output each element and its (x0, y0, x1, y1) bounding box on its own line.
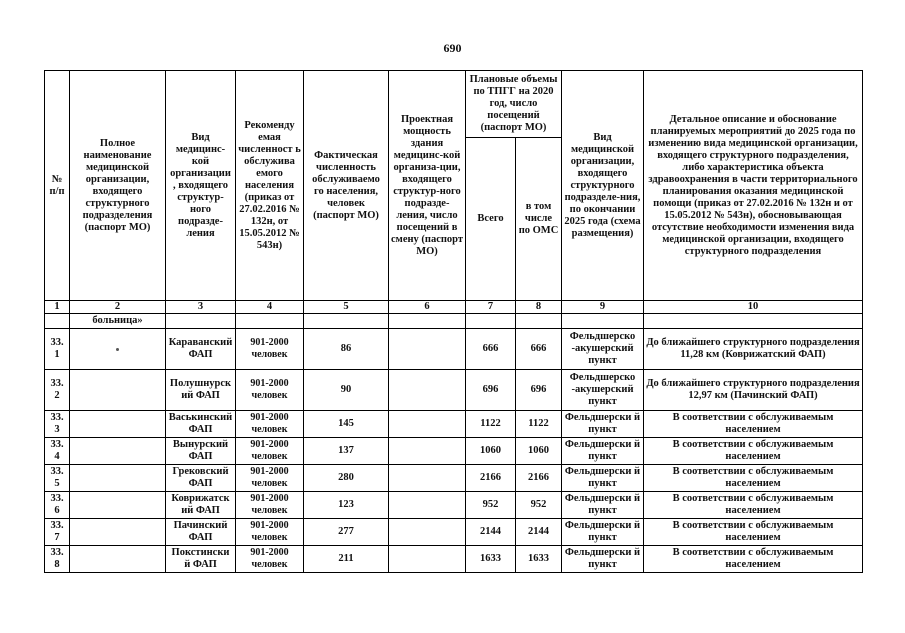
type-2025-cell: Фельдшерски й пункт (562, 546, 644, 573)
recommended-population-cell: 901-2000 человек (236, 329, 304, 370)
table-row (45, 411, 863, 438)
header-col-6: Проектная мощность здания медицинс-кой организа-ции, входящего структур-ного подразде-ления, число посещений в смену (паспорт МО) (389, 71, 466, 301)
org-type-cell: Караванский ФАП (166, 329, 236, 370)
org-name-cell (70, 411, 166, 438)
column-number: 5 (304, 301, 389, 314)
row-number: 33. 8 (45, 546, 70, 573)
actual-population-cell: 145 (304, 411, 389, 438)
table-row (45, 492, 863, 519)
type-2025-cell: Фельдшерски й пункт (562, 438, 644, 465)
row-number: 33. 2 (45, 370, 70, 411)
header-col-10: Детальное описание и обоснование планируемых мероприятий до 2025 года по изменению вида медицинской организации, входящего структурного подразделения, либо характеристика объекта здравоохранения в части территориального планирования оказания медицинской помощи (приказ от 27.02.2016 № 132н и от 15.05.2012 № 543н), обосновывающая отсутствие необходимости изменения вида медицинской организации, входящего структурного подразделения (644, 71, 863, 301)
actual-population-cell: 277 (304, 519, 389, 546)
planned-total-cell: 1060 (466, 438, 516, 465)
row-number: 33. 6 (45, 492, 70, 519)
table-body (45, 329, 863, 573)
org-type-cell: Полушнурск ий ФАП (166, 370, 236, 411)
actual-population-cell: 86 (304, 329, 389, 370)
org-type-cell: Пачинский ФАП (166, 519, 236, 546)
capacity-cell (389, 546, 466, 573)
planned-oms-cell: 666 (516, 329, 562, 370)
type-2025-cell: Фельдшерски й пункт (562, 519, 644, 546)
recommended-population-cell: 901-2000 человек (236, 411, 304, 438)
actual-population-cell: 280 (304, 465, 389, 492)
row-number: 33. 4 (45, 438, 70, 465)
planned-total-cell: 666 (466, 329, 516, 370)
recommended-population-cell: 901-2000 человек (236, 492, 304, 519)
type-2025-cell: Фельдшерски й пункт (562, 411, 644, 438)
org-type-cell: Покстински й ФАП (166, 546, 236, 573)
type-2025-cell: Фельдшерски й пункт (562, 465, 644, 492)
capacity-cell (389, 492, 466, 519)
capacity-cell (389, 370, 466, 411)
planned-total-cell: 2166 (466, 465, 516, 492)
recommended-population-cell: 901-2000 человек (236, 519, 304, 546)
table-row (45, 465, 863, 492)
org-name-cell (70, 546, 166, 573)
recommended-population-cell: 901-2000 человек (236, 546, 304, 573)
actual-population-cell: 90 (304, 370, 389, 411)
planned-oms-cell: 2166 (516, 465, 562, 492)
header-col-9: Вид медицинской организации, входящего структурного подразделе-ния, по окончании 2025 года (схема размещения) (562, 71, 644, 301)
capacity-cell (389, 519, 466, 546)
actual-population-cell: 123 (304, 492, 389, 519)
actual-population-cell: 211 (304, 546, 389, 573)
continuation-cell: больница» (70, 314, 166, 329)
type-2025-cell: Фельдшерски й пункт (562, 492, 644, 519)
org-type-cell: Грековский ФАП (166, 465, 236, 492)
planned-total-cell: 1633 (466, 546, 516, 573)
column-number: 4 (236, 301, 304, 314)
description-cell: В соответствии с обслуживаемым населением (644, 492, 863, 519)
capacity-cell (389, 329, 466, 370)
column-number: 7 (466, 301, 516, 314)
org-name-cell (70, 465, 166, 492)
table-row (45, 329, 863, 370)
column-number: 2 (70, 301, 166, 314)
org-name-cell (70, 492, 166, 519)
planned-total-cell: 1122 (466, 411, 516, 438)
header-col-7: Всего (466, 138, 516, 301)
column-number: 6 (389, 301, 466, 314)
row-number: 33. 7 (45, 519, 70, 546)
column-number: 10 (644, 301, 863, 314)
planned-oms-cell: 1122 (516, 411, 562, 438)
column-number: 8 (516, 301, 562, 314)
planned-total-cell: 2144 (466, 519, 516, 546)
header-col-5: Фактическая численность обслуживаемо го населения, человек (паспорт МО) (304, 71, 389, 301)
planned-total-cell: 696 (466, 370, 516, 411)
type-2025-cell: Фельдшерско -акушерский пункт (562, 329, 644, 370)
description-cell: До ближайшего структурного подразделения 11,28 км (Коврижатский ФАП) (644, 329, 863, 370)
row-number: 33. 5 (45, 465, 70, 492)
header-col-4: Рекоменду емая численност ь обслужива емого населения (приказ от 27.02.2016 № 132н, от 15.05.2012 № 543н) (236, 71, 304, 301)
planned-total-cell: 952 (466, 492, 516, 519)
table-row (45, 438, 863, 465)
planned-oms-cell: 952 (516, 492, 562, 519)
org-type-cell: Васькинский ФАП (166, 411, 236, 438)
org-name-cell (70, 519, 166, 546)
planned-oms-cell: 2144 (516, 519, 562, 546)
facilities-table (44, 70, 863, 573)
org-type-cell: Вынурский ФАП (166, 438, 236, 465)
planned-oms-cell: 1060 (516, 438, 562, 465)
org-type-cell: Коврижатск ий ФАП (166, 492, 236, 519)
column-number: 3 (166, 301, 236, 314)
column-number: 9 (562, 301, 644, 314)
description-cell: В соответствии с обслуживаемым населением (644, 519, 863, 546)
capacity-cell (389, 438, 466, 465)
table-row (45, 546, 863, 573)
description-cell: До ближайшего структурного подразделения 12,97 км (Пачинский ФАП) (644, 370, 863, 411)
capacity-cell (389, 411, 466, 438)
header-col-1: № п/п (45, 71, 70, 301)
recommended-population-cell: 901-2000 человек (236, 438, 304, 465)
description-cell: В соответствии с обслуживаемым населением (644, 465, 863, 492)
org-name-cell (70, 329, 166, 370)
page-number: 690 (443, 41, 462, 55)
row-number: 33. 1 (45, 329, 70, 370)
org-name-cell (70, 438, 166, 465)
column-number: 1 (45, 301, 70, 314)
planned-oms-cell: 1633 (516, 546, 562, 573)
recommended-population-cell: 901-2000 человек (236, 465, 304, 492)
ink-speck (116, 348, 119, 351)
header-planned-volumes: Плановые объемы по ТПГГ на 2020 год, число посещений (паспорт МО) (466, 71, 562, 138)
header-col-8: в том числе по ОМС (516, 138, 562, 301)
recommended-population-cell: 901-2000 человек (236, 370, 304, 411)
table-row (45, 519, 863, 546)
description-cell: В соответствии с обслуживаемым населением (644, 438, 863, 465)
header-col-2: Полное наименование медицинской организации, входящего структурного подразделения (паспорт МО) (70, 71, 166, 301)
description-cell: В соответствии с обслуживаемым населением (644, 411, 863, 438)
row-number: 33. 3 (45, 411, 70, 438)
description-cell: В соответствии с обслуживаемым населением (644, 546, 863, 573)
header-col-3: Вид медицинс-кой организации , входящего структур-ного подразде-ления (166, 71, 236, 301)
table-row (45, 370, 863, 411)
planned-oms-cell: 696 (516, 370, 562, 411)
type-2025-cell: Фельдшерско -акушерский пункт (562, 370, 644, 411)
org-name-cell (70, 370, 166, 411)
actual-population-cell: 137 (304, 438, 389, 465)
capacity-cell (389, 465, 466, 492)
